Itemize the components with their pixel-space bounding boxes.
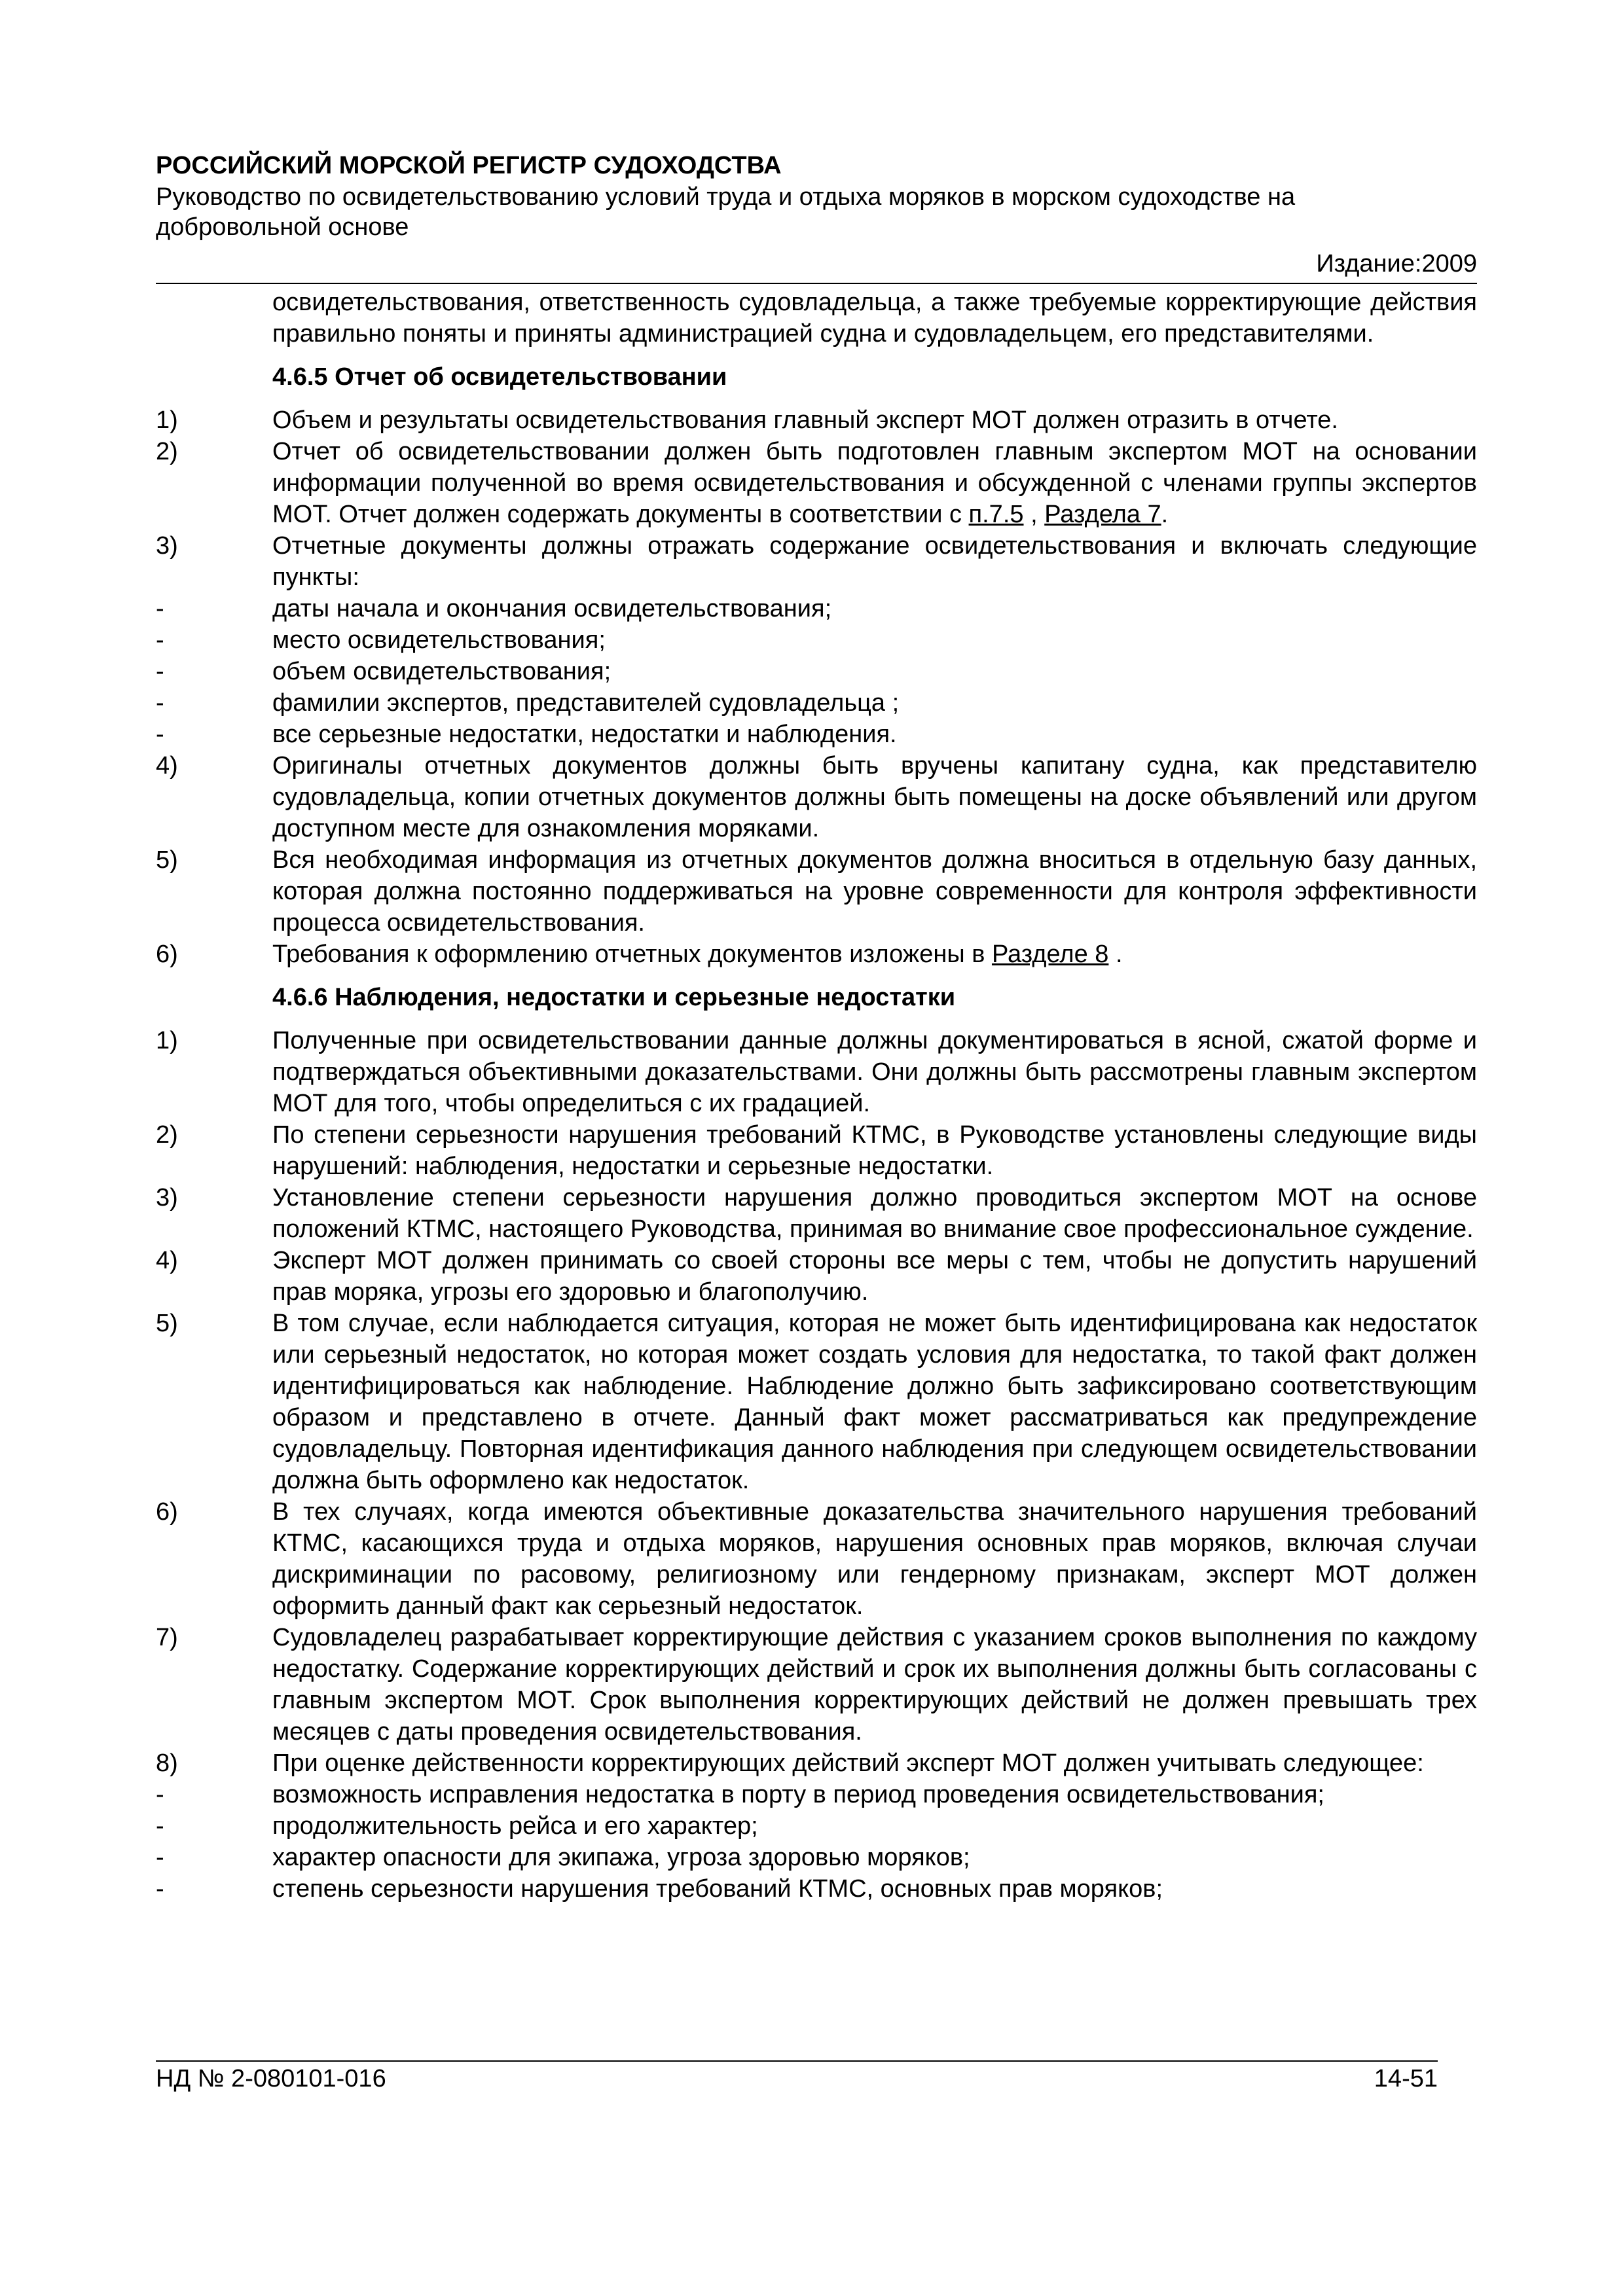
item-text: Судовладелец разрабатывает корректирующие действия с указанием сроков выполнения по каждому недостатку. Содержание корректирующих действий и срок их выполнения должны быть согласованы с главным экспертом МОТ. Срок выполнения корректирующих действий не должен превышать трех месяцев с даты проведения освидетельствования. — [272, 1624, 1477, 1746]
list-item — [156, 1025, 1477, 1119]
item-text: Вся необходимая информация из отчетных документов должна вноситься в отдельную базу данных, которая должна постоянно поддерживаться на уровне современности для контроля эффективности процесса освидетельствования. — [272, 846, 1477, 937]
item-text: В тех случаях, когда имеются объективные доказательства значительного нарушения требований КТМС, касающихся труда и отдыха моряков, нарушения основных прав моряков, включая случаи дискриминации по расовому, религиозному или гендерному признакам, эксперт МОТ должен оформить данный факт как серьезный недостаток. — [272, 1498, 1477, 1620]
link-section-8[interactable]: Разделе 8 — [991, 941, 1109, 968]
item-text: место освидетельствования; — [272, 626, 606, 654]
item-text-end: . — [1108, 941, 1123, 968]
list-item — [156, 1748, 1477, 1779]
document-title-line-1: Руководство по освидетельствованию условий труда и отдыха моряков в морском судоходстве на — [156, 183, 1296, 211]
list-item — [156, 436, 1477, 530]
bullet-dash: - — [156, 1781, 164, 1808]
list-item — [156, 1496, 1477, 1622]
list-item — [156, 1245, 1477, 1308]
list-item — [156, 939, 1477, 970]
page-number: 14-51 — [1374, 2065, 1438, 2092]
document-number: НД № 2-080101-016 — [156, 2065, 386, 2092]
item-text: В том случае, если наблюдается ситуация, которая не может быть идентифицирована как недостаток или серьезный недостаток, но которая может создать условия для недостатка, то такой факт должен идентифицироваться как наблюдение. Наблюдение должно быть зафиксировано соответствующим образом и представлено в отчете. Данный факт может рассматриваться как предупреждение судовладельцу. Повторная идентификация данного наблюдения при следующем освидетельствовании должна быть оформлено как недостаток. — [272, 1310, 1477, 1494]
item-marker: 2) — [156, 438, 178, 465]
item-marker: 2) — [156, 1121, 178, 1149]
item-marker: 1) — [156, 1027, 178, 1054]
list-item — [156, 530, 1477, 593]
item-text: Полученные при освидетельствовании данные должны документироваться в ясной, сжатой форме и подтверждаться объективными доказательствами. Они должны быть рассмотрены главным экспертом МОТ для того, чтобы определиться с их градацией. — [272, 1027, 1477, 1117]
list-item — [156, 404, 1477, 436]
document-header — [156, 149, 1477, 279]
item-text: Установление степени серьезности нарушения должно проводиться экспертом МОТ на основе положений КТМС, настоящего Руководства, принимая во внимание свое профессиональное суждение. — [272, 1184, 1477, 1243]
item-text: продолжительность рейса и его характер; — [272, 1812, 758, 1840]
bullet-dash: - — [156, 658, 164, 685]
list-item — [156, 1810, 1477, 1842]
bullet-dash: - — [156, 689, 164, 717]
item-text: По степени серьезности нарушения требований КТМС, в Руководстве установлены следующие виды нарушений: наблюдения, недостатки и серьезные недостатки. — [272, 1121, 1477, 1180]
list-item — [156, 687, 1477, 719]
item-text-end: . — [1161, 501, 1169, 528]
item-marker: 4) — [156, 1247, 178, 1274]
item-marker: 1) — [156, 406, 178, 434]
item-text: фамилии экспертов, представителей судовладельца ; — [272, 689, 900, 717]
bullet-dash: - — [156, 595, 164, 622]
list-item — [156, 1779, 1477, 1810]
list-item — [156, 1308, 1477, 1496]
organization-name: РОССИЙСКИЙ МОРСКОЙ РЕГИСТР СУДОХОДСТВА — [156, 152, 782, 179]
list-item — [156, 593, 1477, 624]
list-item — [156, 1842, 1477, 1873]
item-text-separator: , — [1023, 501, 1045, 528]
item-marker: 4) — [156, 752, 178, 780]
item-text: Объем и результаты освидетельствования главный эксперт МОТ должен отразить в отчете. — [272, 406, 1338, 434]
item-text-part: Отчет об освидетельствовании должен быть подготовлен главным экспертом МОТ на основании информации полученной во время освидетельствования и обсужденной с членами группы экспертов МОТ. Отчет должен содержать документы в соответствии с — [272, 438, 1477, 528]
bullet-dash: - — [156, 1844, 164, 1871]
header-divider — [156, 283, 1477, 284]
item-text: степень серьезности нарушения требований КТМС, основных прав моряков; — [272, 1875, 1163, 1903]
list-item — [156, 844, 1477, 939]
item-text: При оценке действенности корректирующих действий эксперт МОТ должен учитывать следующее: — [272, 1749, 1424, 1777]
item-marker: 6) — [156, 941, 178, 968]
bullet-dash: - — [156, 626, 164, 654]
item-text: все серьезные недостатки, недостатки и наблюдения. — [272, 721, 897, 748]
edition-label: Издание:2009 — [1316, 250, 1477, 278]
item-text: Оригиналы отчетных документов должны быть вручены капитану судна, как представителю судовладельца, копии отчетных документов должны быть помещены на доске объявлений или другом доступном месте для ознакомления моряками. — [272, 752, 1477, 842]
item-text: Отчетные документы должны отражать содержание освидетельствования и включать следующие пункты: — [272, 532, 1477, 591]
item-marker: 7) — [156, 1624, 178, 1651]
link-section-7[interactable]: Раздела 7 — [1044, 501, 1161, 528]
section-heading-4-6-6: 4.6.6 Наблюдения, недостатки и серьезные недостатки — [272, 984, 956, 1011]
bullet-dash: - — [156, 721, 164, 748]
document-title-line-2: добровольной основе — [156, 213, 409, 241]
section-heading-4-6-5: 4.6.5 Отчет об освидетельствовании — [272, 363, 727, 391]
item-text: характер опасности для экипажа, угроза здоровью моряков; — [272, 1844, 970, 1871]
list-item — [156, 1119, 1477, 1182]
link-clause-7-5[interactable]: п.7.5 — [968, 501, 1024, 528]
list-item — [156, 1182, 1477, 1245]
item-marker: 8) — [156, 1749, 178, 1777]
footer-divider — [156, 2060, 1438, 2062]
page-body — [156, 287, 1477, 1905]
item-text-part: Требования к оформлению отчетных документов изложены в — [272, 941, 992, 968]
list-item — [156, 1873, 1477, 1905]
list-item — [156, 750, 1477, 844]
intro-paragraph: освидетельствования, ответственность судовладельца, а также требуемые корректирующие действия правильно поняты и приняты администрацией судна и судовладельцем, его представителями. — [272, 289, 1477, 348]
item-text — [272, 939, 1477, 970]
list-item — [156, 1622, 1477, 1748]
item-marker: 5) — [156, 1310, 178, 1337]
item-marker: 3) — [156, 1184, 178, 1211]
item-marker: 3) — [156, 532, 178, 560]
bullet-dash: - — [156, 1812, 164, 1840]
item-text — [272, 436, 1477, 530]
item-text: возможность исправления недостатка в порту в период проведения освидетельствования; — [272, 1781, 1324, 1808]
item-text: Эксперт МОТ должен принимать со своей стороны все меры с тем, чтобы не допустить нарушений прав моряка, угрозы его здоровью и благополучию. — [272, 1247, 1477, 1306]
item-marker: 6) — [156, 1498, 178, 1526]
list-item — [156, 719, 1477, 750]
list-item — [156, 656, 1477, 687]
item-marker: 5) — [156, 846, 178, 874]
item-text: даты начала и окончания освидетельствования; — [272, 595, 832, 622]
bullet-dash: - — [156, 1875, 164, 1903]
document-footer — [156, 2063, 1438, 2094]
list-item — [156, 624, 1477, 656]
item-text: объем освидетельствования; — [272, 658, 611, 685]
